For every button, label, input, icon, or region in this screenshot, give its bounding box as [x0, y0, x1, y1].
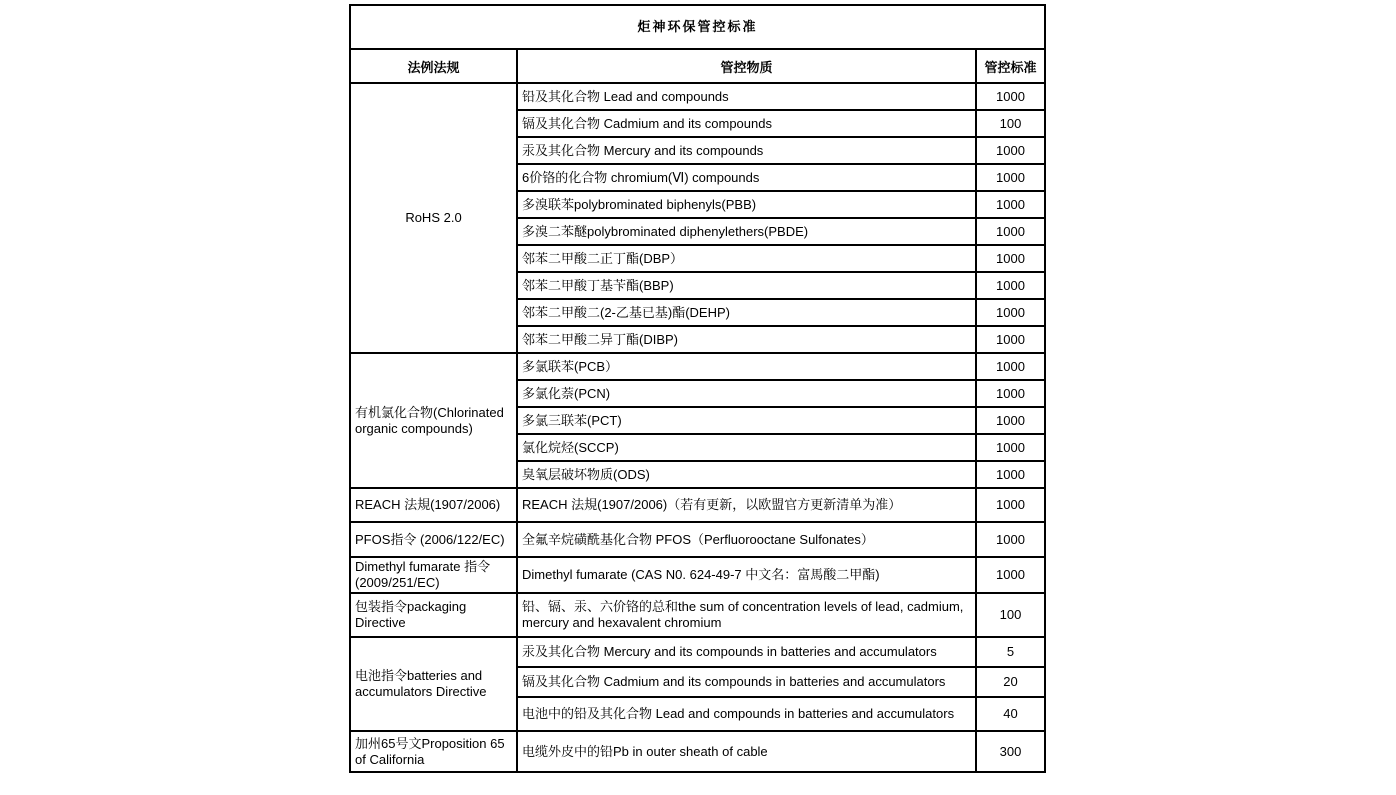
regulation-cell: RoHS 2.0 [350, 83, 517, 353]
limit-cell: 1000 [976, 522, 1045, 557]
limit-cell: 1000 [976, 434, 1045, 461]
substance-cell: REACH 法規(1907/2006)（若有更新，以欧盟官方更新清单为准） [517, 488, 976, 522]
header-row [350, 49, 1045, 83]
substance-cell: 6价铬的化合物 chromium(Ⅵ) compounds [517, 164, 976, 191]
limit-cell: 100 [976, 593, 1045, 637]
limit-cell: 1000 [976, 164, 1045, 191]
substance-cell: 邻苯二甲酸二异丁酯(DIBP) [517, 326, 976, 353]
substance-cell: 氯化烷烃(SCCP) [517, 434, 976, 461]
column-header-regulation: 法例法规 [350, 49, 517, 83]
substance-cell: 汞及其化合物 Mercury and its compounds [517, 137, 976, 164]
standards-table [349, 4, 1046, 773]
limit-cell: 40 [976, 697, 1045, 731]
substance-cell: 多氯联苯(PCB） [517, 353, 976, 380]
title-row [350, 5, 1045, 49]
substance-cell: 电缆外皮中的铅Pb in outer sheath of cable [517, 731, 976, 772]
regulation-cell: 有机氯化合物(Chlorinated organic compounds) [350, 353, 517, 488]
regulation-cell: PFOS指令 (2006/122/EC) [350, 522, 517, 557]
limit-cell: 100 [976, 110, 1045, 137]
substance-cell: 全氟辛烷磺酰基化合物 PFOS（Perfluorooctane Sulfonates） [517, 522, 976, 557]
limit-cell: 1000 [976, 218, 1045, 245]
limit-cell: 300 [976, 731, 1045, 772]
limit-cell: 1000 [976, 461, 1045, 488]
limit-cell: 1000 [976, 272, 1045, 299]
substance-cell: 镉及其化合物 Cadmium and its compounds in batteries and accumulators [517, 667, 976, 697]
limit-cell: 1000 [976, 407, 1045, 434]
table-body [350, 83, 1045, 772]
regulation-cell: Dimethyl fumarate 指令 (2009/251/EC) [350, 557, 517, 593]
substance-cell: 多氯化萘(PCN) [517, 380, 976, 407]
substance-cell: 多溴二苯醚polybrominated diphenylethers(PBDE) [517, 218, 976, 245]
regulation-cell: 包装指令packaging Directive [350, 593, 517, 637]
substance-cell: 汞及其化合物 Mercury and its compounds in batteries and accumulators [517, 637, 976, 667]
substance-cell: 邻苯二甲酸二正丁酯(DBP） [517, 245, 976, 272]
substance-cell: 邻苯二甲酸丁基苄酯(BBP) [517, 272, 976, 299]
table-row [350, 83, 1045, 110]
limit-cell: 1000 [976, 488, 1045, 522]
substance-cell: 电池中的铅及其化合物 Lead and compounds in batteries and accumulators [517, 697, 976, 731]
regulation-cell: REACH 法規(1907/2006) [350, 488, 517, 522]
document-title: 炬神环保管控标准 [350, 5, 1045, 49]
table-row [350, 353, 1045, 380]
substance-cell: 镉及其化合物 Cadmium and its compounds [517, 110, 976, 137]
limit-cell: 1000 [976, 380, 1045, 407]
column-header-limit: 管控标准 [976, 49, 1045, 83]
table-row [350, 557, 1045, 593]
substance-cell: Dimethyl fumarate (CAS N0. 624-49-7 中文名：富馬酸二甲酯) [517, 557, 976, 593]
regulation-cell: 加州65号文Proposition 65 of California [350, 731, 517, 772]
table-row [350, 488, 1045, 522]
limit-cell: 20 [976, 667, 1045, 697]
limit-cell: 1000 [976, 299, 1045, 326]
limit-cell: 5 [976, 637, 1045, 667]
limit-cell: 1000 [976, 83, 1045, 110]
table-row [350, 637, 1045, 667]
limit-cell: 1000 [976, 557, 1045, 593]
limit-cell: 1000 [976, 353, 1045, 380]
limit-cell: 1000 [976, 245, 1045, 272]
substance-cell: 邻苯二甲酸二(2-乙基已基)酯(DEHP) [517, 299, 976, 326]
substance-cell: 铅及其化合物 Lead and compounds [517, 83, 976, 110]
limit-cell: 1000 [976, 191, 1045, 218]
table-row [350, 593, 1045, 637]
table-row [350, 731, 1045, 772]
substance-cell: 铅、镉、汞、六价铬的总和the sum of concentration levels of lead, cadmium, mercury and hexavalent chromium [517, 593, 976, 637]
substance-cell: 臭氧层破坏物质(ODS) [517, 461, 976, 488]
limit-cell: 1000 [976, 326, 1045, 353]
regulation-cell: 电池指令batteries and accumulators Directive [350, 637, 517, 731]
substance-cell: 多溴联苯polybrominated biphenyls(PBB) [517, 191, 976, 218]
limit-cell: 1000 [976, 137, 1045, 164]
table-row [350, 522, 1045, 557]
substance-cell: 多氯三联苯(PCT) [517, 407, 976, 434]
column-header-substance: 管控物质 [517, 49, 976, 83]
